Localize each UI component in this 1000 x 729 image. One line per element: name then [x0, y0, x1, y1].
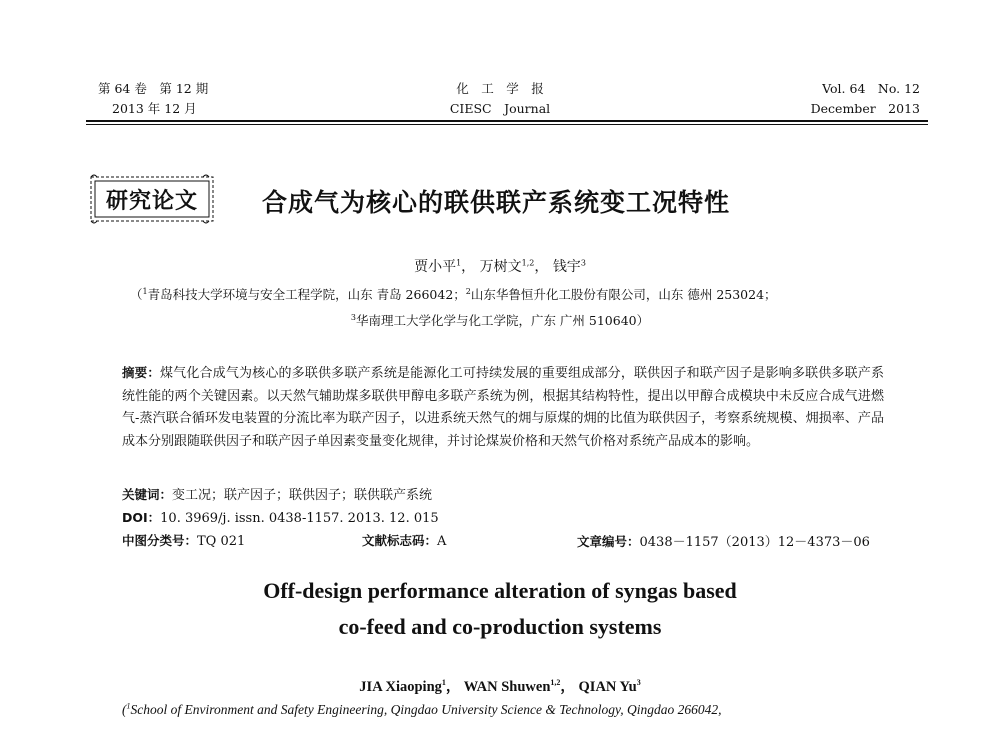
article-number-label: 文章编号： — [577, 534, 640, 549]
abstract-cn — [122, 362, 884, 453]
classification-number — [122, 531, 245, 549]
document-mark — [362, 531, 446, 549]
affiliation-mark: 1 — [126, 701, 131, 711]
volume-issue: 第 64 卷 第 12 期 — [98, 81, 209, 96]
affiliation-cn-line2 — [0, 311, 1000, 329]
author-name: 万树文 — [479, 259, 522, 275]
article-title-cn: 合成气为核心的联供联产系统变工况特性 — [262, 188, 731, 217]
affiliation-en: ($^1$School of Environment and Safety Engineering, Qingdao University Science & Technology, Qingdao 266042, — [122, 701, 722, 717]
affiliation-en-text: School of Environment and Safety Engineering, Qingdao University Science & Technology, Qingdao 266042, — [130, 702, 722, 717]
author-affiliation-mark: 1,2 — [521, 258, 535, 268]
volume-issue-en: Vol. 64 No. 12 — [822, 81, 920, 96]
header-rule-thick — [86, 120, 928, 122]
document-mark-value: A — [437, 534, 447, 549]
affiliation-1: 青岛科技大学环境与安全工程学院，山东 青岛 266042； — [147, 287, 466, 302]
journal-name-en: CIESC Journal — [449, 101, 551, 116]
journal-name-cn: 化 工 学 报 — [456, 81, 544, 96]
column-badge — [86, 171, 218, 227]
author-affiliation-mark: 3 — [580, 258, 586, 268]
author-affiliation-mark: 1,2 — [550, 678, 561, 688]
author-name: 钱宇 — [552, 259, 581, 275]
classification-label: 中图分类号： — [122, 533, 198, 548]
article-title-en — [0, 576, 1000, 642]
affiliation-2: 山东华鲁恒升化工股份有限公司，山东 德州 253024； — [470, 287, 777, 302]
abstract-text: 煤气化合成气为核心的多联供多联产系统是能源化工可持续发展的重要组成部分，联供因子和联产因子是影响多联供多联产系统性能的两个关键因素。以天然气辅助煤多联供甲醇电多联产系统为例，根据其结构特性，提出以甲醇合成模块中未反应合成气进燃气-蒸汽联合循环发电装置的分流比率为联产因子，以进系统天然气的㶲与原煤的㶲的比值为联供因子，考察系统规模、㶲损率、产品成本分别跟随联供因子和联产因子单因素变量变化规律，并讨论煤炭价格和天然气价格对系统产品成本的影响。 — [122, 366, 884, 449]
issue-date: 2013 年 12 月 — [112, 101, 197, 116]
author-affiliation-mark: 3 — [636, 678, 641, 688]
issue-date-en: December 2013 — [810, 101, 920, 116]
doi-value: 10. 3969/j. issn. 0438-1157. 2013. 12. 015 — [160, 511, 439, 526]
author-affiliation-mark: 1 — [441, 678, 446, 688]
affiliation-cn-line1: （$^1$青岛科技大学环境与安全工程学院，山东 青岛 266042；$^2$山东华鲁恒升化工股份有限公司，山东 德州 253024； — [130, 286, 777, 302]
doi-line — [122, 508, 439, 526]
keywords-label: 关键词： — [122, 487, 173, 502]
article-number — [577, 531, 870, 550]
article-number-value: 0438－1157（2013）12－4373－06 — [639, 535, 870, 550]
column-badge-label: 研究论文 — [105, 188, 198, 214]
header-volume-en — [811, 79, 920, 119]
affiliation-mark: 3 — [350, 312, 356, 322]
classification-value: TQ 021 — [197, 534, 246, 549]
author-name-en: WAN Shuwen — [463, 679, 551, 695]
authors-cn: 贾小平$^1$， 万树文$^{1,2}$， 钱宇$^3$ — [414, 258, 586, 275]
author-name-en: JIA Xiaoping — [359, 679, 442, 695]
title-en-line2: co-feed and co-production systems — [338, 614, 662, 639]
affiliation-mark: 2 — [465, 286, 471, 296]
keywords-cn — [122, 484, 432, 503]
title-en-line1: Off-design performance alteration of syngas based — [263, 578, 737, 603]
abstract-label: 摘要： — [122, 365, 160, 380]
affiliation-3: 华南理工大学化学与化工学院，广东 广州 510640） — [355, 313, 650, 328]
doi-label: DOI： — [122, 510, 161, 525]
authors-en: JIA Xiaoping$^1$， WAN Shuwen$^{1,2}$， QIAN Yu$^3$ — [359, 678, 641, 695]
header-rule-thin — [86, 124, 928, 125]
keywords-text: 变工况；联产因子；联供因子；联供联产系统 — [172, 488, 433, 503]
author-name-en: QIAN Yu — [578, 679, 637, 695]
author-affiliation-mark: 1 — [456, 258, 462, 268]
author-name: 贾小平 — [414, 259, 457, 275]
affiliation-mark: 1 — [142, 286, 148, 296]
document-mark-label: 文献标志码： — [362, 533, 438, 548]
